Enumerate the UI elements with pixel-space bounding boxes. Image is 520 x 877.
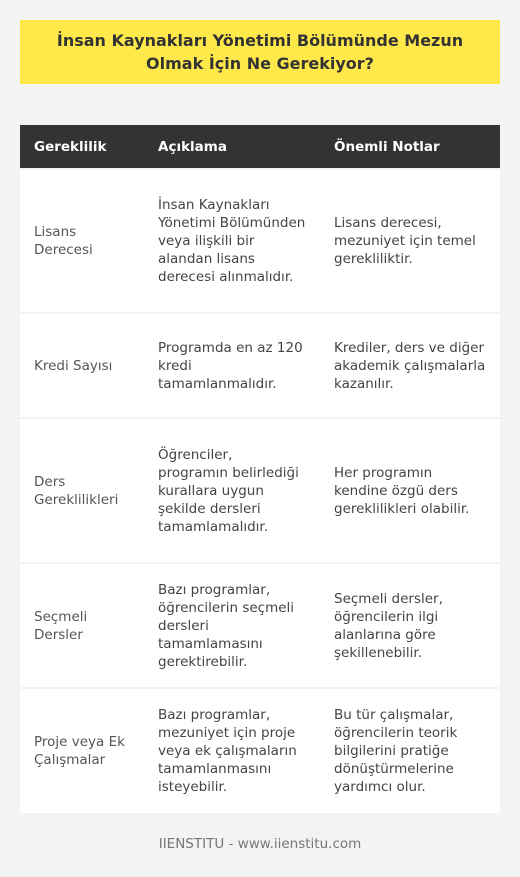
cell-description: Öğrenciler, programın belirlediği kurallara uygun şekilde dersleri tamamlamalıdır. (144, 418, 320, 563)
cell-notes: Krediler, ders ve diğer akademik çalışmalarla kazanılır. (320, 313, 500, 418)
cell-requirement: Proje veya Ek Çalışmalar (20, 688, 144, 813)
cell-notes: Her programın kendine özgü ders gereklilikleri olabilir. (320, 418, 500, 563)
cell-requirement: Kredi Sayısı (20, 313, 144, 418)
cell-notes: Bu tür çalışmalar, öğrencilerin teorik bilgilerini pratiğe dönüştürmelerine yardımcı olur. (320, 688, 500, 813)
cell-description: Bazı programlar, öğrencilerin seçmeli dersleri tamamlamasını gerektirebilir. (144, 563, 320, 688)
cell-notes: Seçmeli dersler, öğrencilerin ilgi alanlarına göre şekillenebilir. (320, 563, 500, 688)
cell-description: İnsan Kaynakları Yönetimi Bölümünden veya ilişkili bir alandan lisans derecesi alınmalıdır. (144, 169, 320, 313)
footer-credit: IIENSTITU - www.iienstitu.com (158, 836, 362, 852)
header-description: Açıklama (144, 125, 320, 169)
table-row (20, 313, 500, 418)
cell-requirement: Seçmeli Dersler (20, 563, 144, 688)
cell-description: Programda en az 120 kredi tamamlanmalıdır. (144, 313, 320, 418)
header-requirement: Gereklilik (20, 125, 144, 169)
requirements-table (20, 125, 500, 813)
table-row (20, 169, 500, 313)
header-notes: Önemli Notlar (320, 125, 500, 169)
cell-description: Bazı programlar, mezuniyet için proje veya ek çalışmaların tamamlanmasını isteyebilir. (144, 688, 320, 813)
table-row (20, 563, 500, 688)
page-title: İnsan Kaynakları Yönetimi Bölümünde Mezun Olmak İçin Ne Gerekiyor? (56, 31, 464, 73)
cell-requirement: Ders Gereklilikleri (20, 418, 144, 563)
cell-requirement: Lisans Derecesi (20, 169, 144, 313)
cell-notes: Lisans derecesi, mezuniyet için temel gerekliliktir. (320, 169, 500, 313)
table-row (20, 688, 500, 813)
table-header-row (20, 125, 500, 169)
title-banner (20, 20, 500, 84)
table-row (20, 418, 500, 563)
